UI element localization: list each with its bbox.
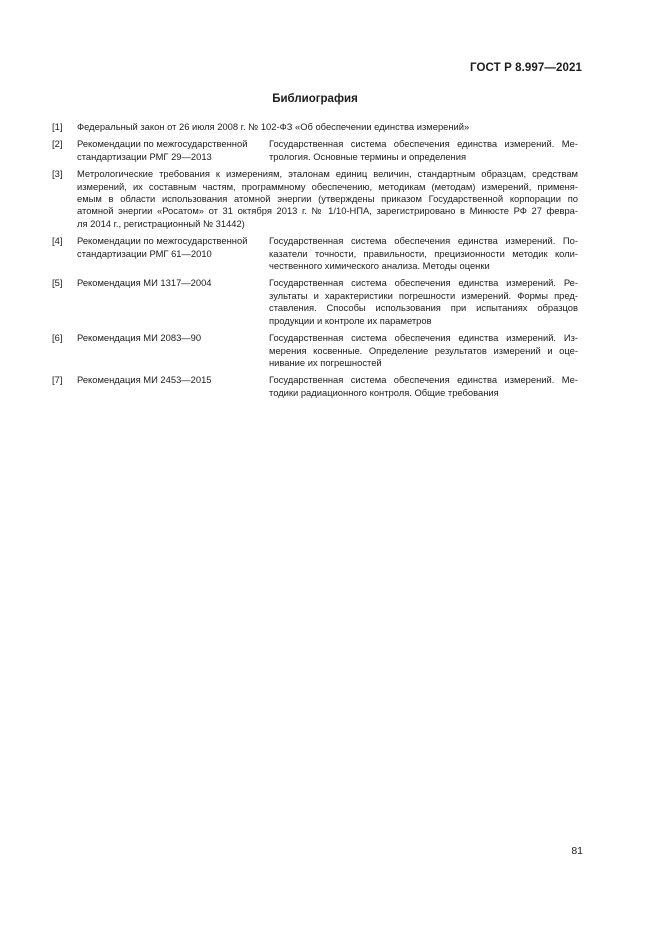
bibliography-entry: [52, 277, 578, 327]
entry-source: [77, 235, 269, 272]
entry-text-line: чественного химического анализа. Методы оценки: [269, 260, 490, 272]
bibliography-entry: [52, 235, 578, 272]
bibliography-entry: [52, 168, 578, 230]
entry-source: [77, 374, 269, 399]
bibliography-list: [52, 121, 578, 404]
entry-number: [5]: [52, 277, 63, 289]
entry-number: [1]: [52, 121, 63, 132]
entry-text-line: Федеральный закон от 26 июля 2008 г. № 102-ФЗ «Об обеспечении единства измерений»: [77, 121, 470, 132]
entry-number: [7]: [52, 374, 63, 386]
entry-text-line: зультаты и характеристики погрешности измерений. Формы пред-: [269, 289, 578, 301]
entry-full-text: [77, 168, 578, 230]
entry-text-line: Государственная система обеспечения единства измерений. Ме-: [269, 138, 578, 150]
entry-text-line: Метрологические требования к измерениям, эталонам единиц величин, стандартным образцам, средствам: [77, 168, 578, 180]
entry-number: [4]: [52, 235, 63, 247]
entry-number: [3]: [52, 168, 63, 180]
document-code: ГОСТ Р 8.997—2021: [470, 62, 582, 74]
entry-full-text: [77, 121, 578, 133]
entry-text-line: Рекомендации по межгосударственной: [77, 138, 248, 150]
entry-text-line: Государственная система обеспечения единства измерений. По-: [269, 235, 578, 247]
entry-text-line: мерения косвенные. Определение результатов измерений и оце-: [269, 344, 578, 356]
entry-text-line: Государственная система обеспечения единства измерений. Ме-: [269, 374, 578, 386]
entry-text-line: Рекомендации по межгосударственной: [77, 235, 248, 247]
bibliography-entry: [52, 121, 578, 133]
entry-text-line: стандартизации РМГ 61—2010: [77, 247, 212, 259]
entry-text-line: Государственная система обеспечения единства измерений. Из-: [269, 332, 578, 344]
entry-text-line: тодики радиационного контроля. Общие требования: [269, 386, 499, 398]
entry-text-line: Рекомендация МИ 2453—2015: [77, 374, 212, 386]
entry-description: [269, 332, 578, 369]
bibliography-entry: [52, 138, 578, 163]
entry-text-line: Государственная система обеспечения единства измерений. Ре-: [269, 277, 578, 289]
entry-number: [6]: [52, 332, 63, 344]
entry-text-line: продукции и контроле их параметров: [269, 314, 432, 326]
entry-text-line: атомной энергии «Росатом» от 31 октября 2013 г. № 1/10-НПА, зарегистрировано в Минюсте РФ 27 февра-: [77, 205, 578, 217]
page-number: 81: [571, 845, 583, 857]
page-title: Библиография: [272, 93, 358, 105]
entry-description: [269, 277, 578, 327]
entry-text-line: измерений, их составным частям, программному обеспечению, методикам (методам) измерений, применя-: [77, 180, 578, 192]
entry-source: [77, 138, 269, 163]
entry-number: [2]: [52, 138, 63, 150]
bibliography-entry: [52, 332, 578, 369]
entry-source: [77, 277, 269, 327]
entry-description: [269, 374, 578, 399]
entry-text-line: казатели точности, правильности, прецизионности методик коли-: [269, 247, 578, 259]
entry-source: [77, 332, 269, 369]
bibliography-entry: [52, 374, 578, 399]
entry-text-line: ля 2014 г., регистрационный № 31442): [77, 217, 245, 229]
entry-description: [269, 138, 578, 163]
entry-text-line: нивание их погрешностей: [269, 356, 382, 368]
entry-text-line: Рекомендация МИ 2083—90: [77, 332, 202, 344]
entry-text-line: емым в области использования атомной энергии (утверждены приказом Государственной корпорации по: [77, 193, 578, 205]
entry-text-line: Рекомендация МИ 1317—2004: [77, 277, 212, 289]
entry-text-line: трология. Основные термины и определения: [269, 150, 467, 162]
entry-text-line: ставления. Способы использования при испытаниях образцов: [269, 302, 578, 314]
entry-description: [269, 235, 578, 272]
entry-text-line: стандартизации РМГ 29—2013: [77, 150, 212, 162]
